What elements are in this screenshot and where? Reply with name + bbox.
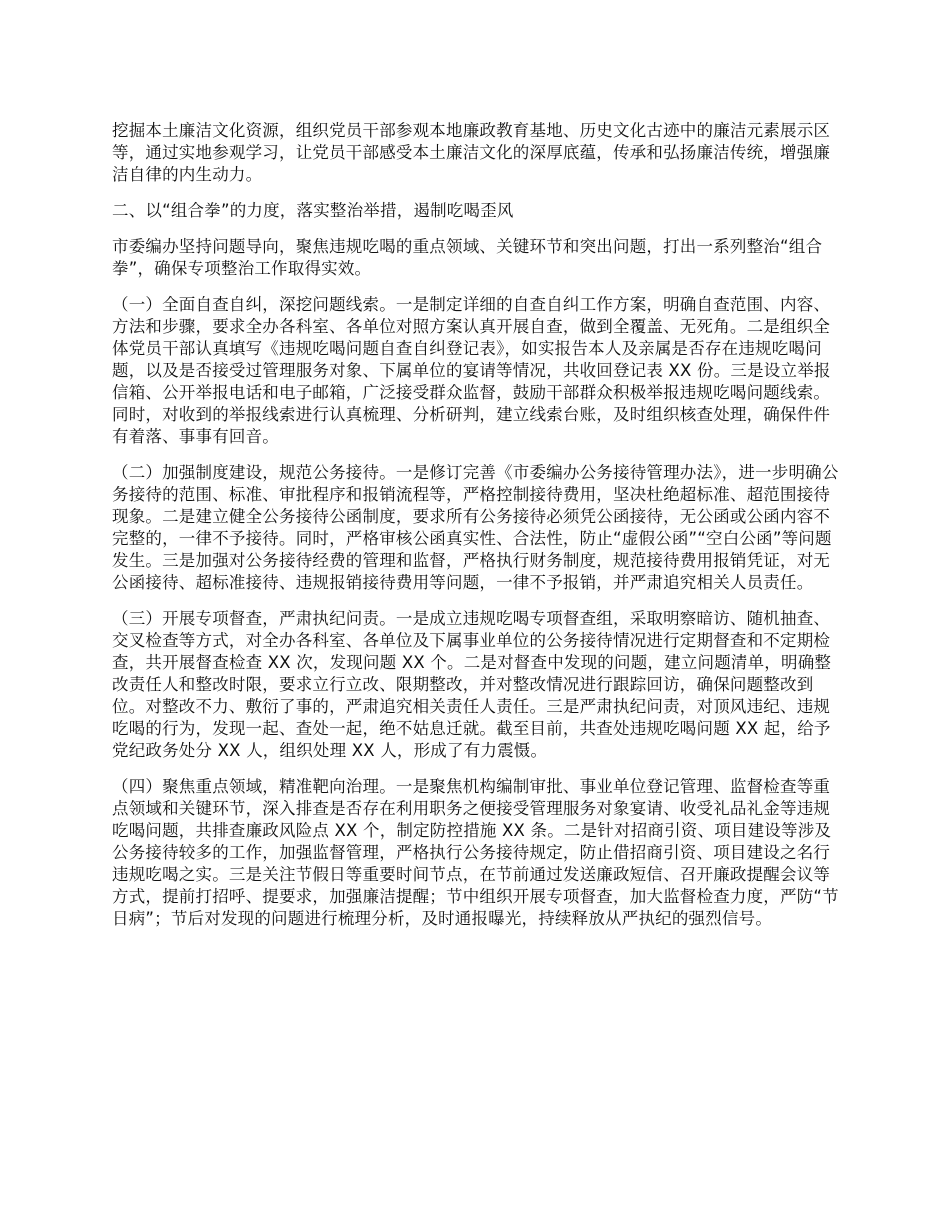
section-heading: 二、以“组合拳”的力度，落实整治举措，遏制吃喝歪风: [112, 201, 514, 220]
paragraph-overview: 市委编办坚持问题导向，聚焦违规吃喝的重点领域、关键环节和突出问题，打出一系列整治“组合拳”，确保专项整治工作取得实效。: [112, 237, 823, 278]
paragraph-item-3: （三）开展专项督查，严肃执纪问责。一是成立违规吃喝专项督查组，采取明察暗访、随机抽查、交叉检查等方式，对全办各科室、各单位及下属事业单位的公务接待情况进行定期督查和不定期检查，共开展督查检查 XX 次，发现问题 XX 个。二是对督查中发现的问题，建立问题清单，明确整改责任人和整改时限，要求立行立改、限期整改，并对整改情况进行跟踪回访，确保问题整改到位。对整改不力、敷衍了事的，严肃追究相关责任人责任。三是严肃执纪问责，对顶风违纪、违规吃喝的行为，发现一起、查处一起，绝不姑息迁就。截至目前，共查处违规吃喝问题 XX 起，给予党纪政务处分 XX 人，组织处理 XX 人，形成了有力震慑。: [112, 609, 832, 760]
paragraph-item-4: （四）聚焦重点领域，精准靶向治理。一是聚焦机构编制审批、事业单位登记管理、监督检查等重点领域和关键环节，深入排查是否存在利用职务之便接受管理服务对象宴请、收受礼品礼金等违规吃喝问题，共排查廉政风险点 XX 个，制定防控措施 XX 条。二是针对招商引资、项目建设等涉及公务接待较多的工作，加强监督管理，严格执行公务接待规定，防止借招商引资、项目建设之名行违规吃喝之实。三是关注节假日等重要时间节点，在节前通过发送廉政短信、召开廉政提醒会议等方式，提前打招呼、提要求，加强廉洁提醒；节中组织开展专项督查，加大监督检查力度，严防“节日病”；节后对发现的问题进行梳理分析，及时通报曝光，持续释放从严执纪的强烈信号。: [112, 777, 839, 928]
paragraph-item-1: （一）全面自查自纠，深挖问题线索。一是制定详细的自查自纠工作方案，明确自查范围、内容、方法和步骤，要求全办各科室、各单位对照方案认真开展自查，做到全覆盖、无死角。二是组织全体党员干部认真填写《违规吃喝问题自查自纠登记表》，如实报告本人及亲属是否存在违规吃喝问题，以及是否接受过管理服务对象、下属单位的宴请等情况，共收回登记表 XX 份。三是设立举报信箱、公开举报电话和电子邮箱，广泛接受群众监督，鼓励干部群众积极举报违规吃喝问题线索。同时，对收到的举报线索进行认真梳理、分析研判，建立线索台账，及时组织核查处理，确保件件有着落、事事有回音。: [112, 295, 831, 446]
paragraph-intro: 挖掘本土廉洁文化资源，组织党员干部参观本地廉政教育基地、历史文化古迹中的廉洁元素展示区等，通过实地参观学习，让党员干部感受本土廉洁文化的深厚底蕴，传承和弘扬廉洁传统，增强廉洁自律的内生动力。: [112, 121, 831, 184]
paragraph-item-2: （二）加强制度建设，规范公务接待。一是修订完善《市委编办公务接待管理办法》，进一步明确公务接待的范围、标准、审批程序和报销流程等，严格控制接待费用，坚决杜绝超标准、超范围接待现象。二是建立健全公务接待公函制度，要求所有公务接待必须凭公函接待，无公函或公函内容不完整的，一律不予接待。同时，严格审核公函真实性、合法性，防止“虚假公函”“空白公函”等问题发生。三是加强对公务接待经费的管理和监督，严格执行财务制度，规范接待费用报销凭证，对无公函接待、超标准接待、违规报销接待费用等问题，一律不予报销，并严肃追究相关人员责任。: [112, 463, 839, 592]
document-page: [112, 120, 840, 944]
